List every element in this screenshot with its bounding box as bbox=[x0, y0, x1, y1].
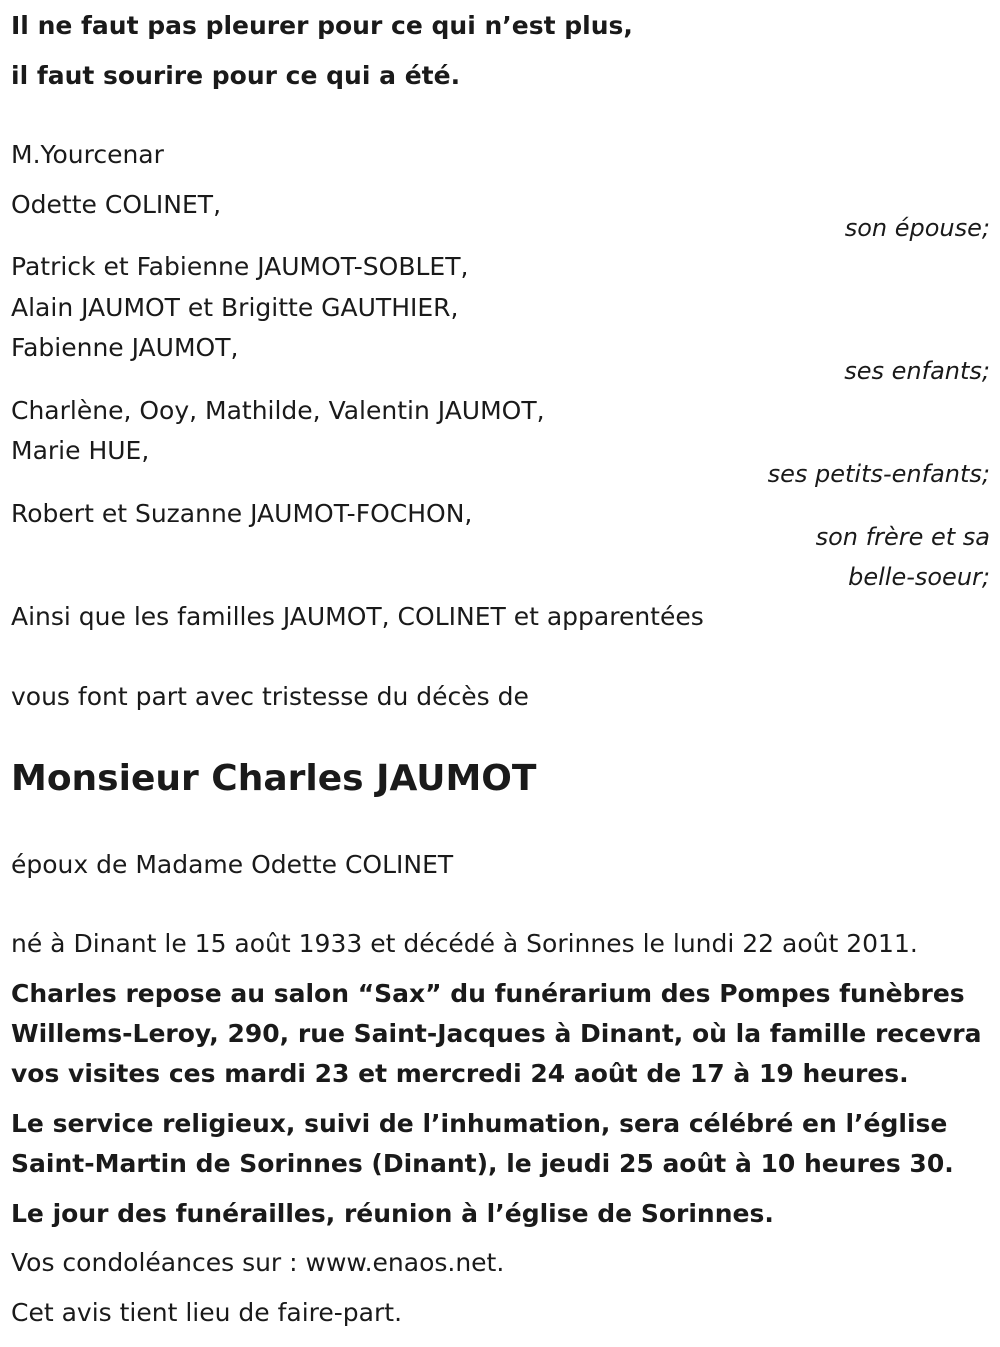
birth-death: né à Dinant le 15 août 1933 et décédé à Sorinnes le lundi 22 août 2011. bbox=[11, 929, 918, 958]
other-families: Ainsi que les familles JAUMOT, COLINET et apparentées bbox=[11, 602, 704, 631]
quote-author: M.Yourcenar bbox=[11, 140, 164, 169]
service-line-2: Saint-Martin de Sorinnes (Dinant), le jeudi 25 août à 10 heures 30. bbox=[11, 1149, 954, 1178]
funeral-meeting: Le jour des funérailles, réunion à l’église de Sorinnes. bbox=[11, 1199, 774, 1228]
child-1: Patrick et Fabienne JAUMOT-SOBLET, bbox=[11, 252, 469, 281]
condolences: Vos condoléances sur : www.enaos.net. bbox=[11, 1248, 505, 1277]
quote-line-2: il faut sourire pour ce qui a été. bbox=[11, 61, 461, 90]
service-line-1: Le service religieux, suivi de l’inhumation, sera célébré en l’église bbox=[11, 1109, 948, 1138]
notice-statement: Cet avis tient lieu de faire-part. bbox=[11, 1298, 403, 1327]
announcement-intro: vous font part avec tristesse du décès de bbox=[11, 682, 529, 711]
spouse-name: Odette COLINET, bbox=[11, 190, 222, 219]
repose-line-2: Willems-Leroy, 290, rue Saint-Jacques à Dinant, où la famille recevra bbox=[11, 1019, 982, 1048]
quote-line-1: Il ne faut pas pleurer pour ce qui n’est plus, bbox=[11, 11, 633, 40]
sibling-name: Robert et Suzanne JAUMOT-FOCHON, bbox=[11, 499, 473, 528]
grandchildren-role: ses petits-enfants; bbox=[767, 460, 990, 488]
grandchildren-line-2: Marie HUE, bbox=[11, 436, 150, 465]
child-2: Alain JAUMOT et Brigitte GAUTHIER, bbox=[11, 293, 459, 322]
sibling-role-line-2: belle-soeur; bbox=[848, 563, 990, 591]
child-3: Fabienne JAUMOT, bbox=[11, 333, 239, 362]
repose-line-1: Charles repose au salon “Sax” du funérarium des Pompes funèbres bbox=[11, 979, 965, 1008]
children-role: ses enfants; bbox=[844, 357, 990, 385]
sibling-role-line-1: son frère et sa bbox=[815, 523, 990, 551]
spouse-of: époux de Madame Odette COLINET bbox=[11, 850, 454, 879]
grandchildren-line-1: Charlène, Ooy, Mathilde, Valentin JAUMOT, bbox=[11, 396, 545, 425]
repose-line-3: vos visites ces mardi 23 et mercredi 24 août de 17 à 19 heures. bbox=[11, 1059, 909, 1088]
spouse-role: son épouse; bbox=[844, 214, 990, 242]
deceased-name: Monsieur Charles JAUMOT bbox=[11, 758, 537, 799]
